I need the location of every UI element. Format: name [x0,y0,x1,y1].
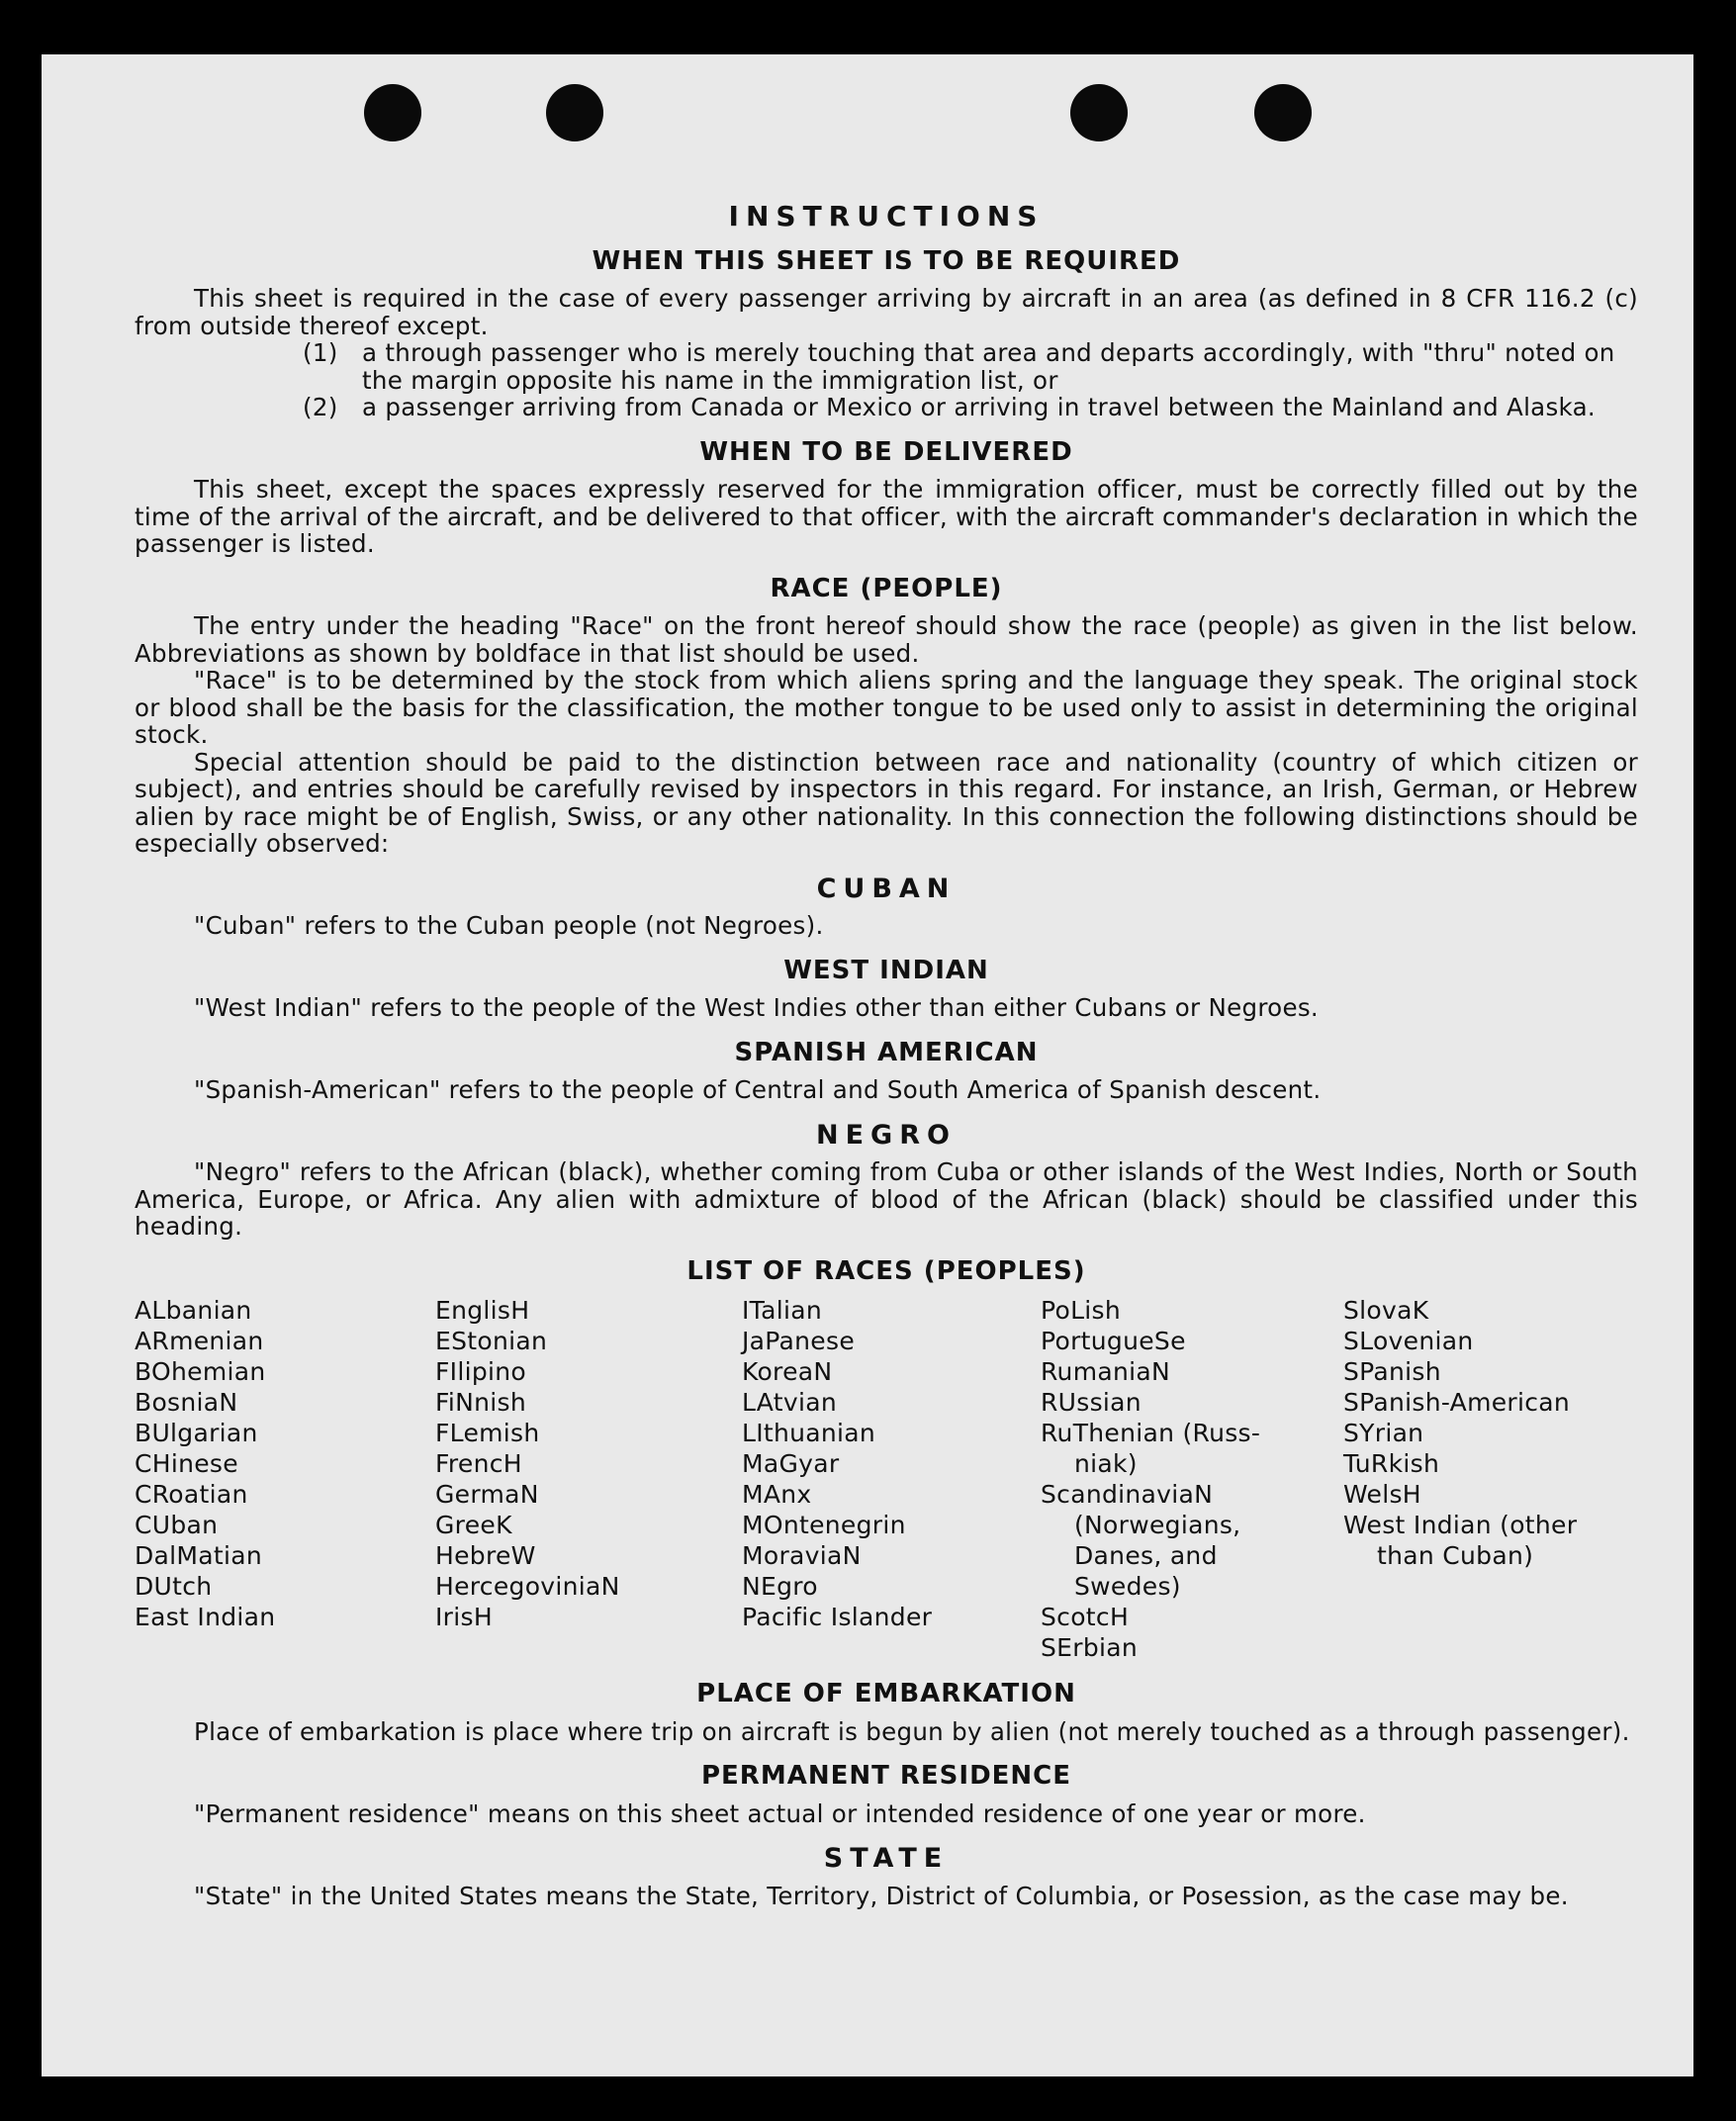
race-entry: WelsH [1343,1480,1421,1509]
race-entry: IrisH [435,1603,493,1631]
race-entry-continued: Danes, and [1074,1541,1218,1570]
race-entry: LAtvian [742,1388,837,1417]
race-entry: FIlipino [435,1357,526,1386]
section-heading-spanish-american: SPANISH AMERICAN [734,1037,1039,1067]
section-heading-list-of-races: LIST OF RACES (PEOPLES) [686,1255,1086,1286]
instructions-body [135,200,1638,1910]
races-column-4 [1041,1295,1343,1663]
race-entry: BOhemian [135,1357,266,1386]
race-entry: ITalian [742,1296,822,1325]
section-heading-west-indian: WEST INDIAN [783,955,989,985]
when-delivered-text: This sheet, except the spaces expressly reserved for the immigration officer, must be correctly filled out by the time of the arrival of the aircraft, and be delivered to that officer, with the aircraft commander's declaration in which the passenger is listed. [135,475,1638,558]
race-entry: SLovenian [1343,1327,1474,1355]
race-entry: ScandinaviaN [1041,1480,1214,1509]
section-heading-when-delivered: WHEN TO BE DELIVERED [699,436,1073,467]
race-paragraph-3: Special attention should be paid to the distinction between race and nationality (country of which citizen or subject), and entries should be carefully revised by inspectors in this regard. For instance, an Irish, German, or Hebrew alien by race might be of English, Swiss, or any other nationality. In this connection the following distinctions should be especially observed: [135,747,1638,858]
race-entry: SYrian [1343,1419,1424,1447]
races-column-2 [435,1295,742,1663]
west-indian-text: "West Indian" refers to the people of the West Indies other than either Cubans or Negroes. [194,993,1319,1022]
race-entry-continued: niak) [1074,1449,1138,1478]
section-heading-negro: NEGRO [816,1119,957,1151]
race-entry: HebreW [435,1541,536,1570]
residence-text: "Permanent residence" means on this sheet actual or intended residence of one year or more. [194,1798,1366,1828]
race-entry: DalMatian [135,1541,263,1570]
race-entry: CHinese [135,1449,238,1478]
race-entry: BUlgarian [135,1419,258,1447]
race-entry: West Indian (other [1343,1511,1578,1539]
embarkation-text: Place of embarkation is place where trip on aircraft is begun by alien (not merely touched as a through passenger). [194,1716,1630,1746]
race-entry-continued: (Norwegians, [1074,1511,1241,1539]
race-entry: EnglisH [435,1296,530,1325]
race-entry: MoraviaN [742,1541,862,1570]
race-entry: KoreaN [742,1357,833,1386]
race-entry: PortugueSe [1041,1327,1186,1355]
race-entry: LIthuanian [742,1419,876,1447]
section-heading-state: STATE [823,1843,950,1874]
race-entry: MaGyar [742,1449,840,1478]
race-entry: ScotcH [1041,1603,1130,1631]
race-entry: DUtch [135,1572,213,1601]
race-entry: CRoatian [135,1480,248,1509]
document-sheet [42,54,1693,2076]
race-entry: ALbanian [135,1296,252,1325]
race-entry: SlovaK [1343,1296,1429,1325]
race-entry: SPanish [1343,1357,1441,1386]
race-entry: PoLish [1041,1296,1122,1325]
race-entry: MAnx [742,1480,812,1509]
race-paragraph-2: "Race" is to be determined by the stock from which aliens spring and the language they speak. The original stock or blood shall be the basis for the classification, the mother tongue to be used only to assist in determining the original stock. [135,666,1638,749]
race-entry: SPanish-American [1343,1388,1571,1417]
race-entry: CUban [135,1511,219,1539]
race-entry: FrencH [435,1449,522,1478]
punch-hole [1070,84,1128,141]
race-entry: ARmenian [135,1327,264,1355]
negro-text: "Negro" refers to the African (black), whether coming from Cuba or other islands of the West Indies, North or South America, Europe, or Africa. Any alien with admixture of blood of the African (black) should be classified under this heading. [135,1157,1638,1241]
section-heading-cuban: CUBAN [816,873,957,904]
punch-hole [1254,84,1312,141]
exception-number: (2) [303,393,338,421]
race-entry: GreeK [435,1511,512,1539]
race-paragraph-1: The entry under the heading "Race" on the front hereof should show the race (people) as given in the list below. Abbreviations as shown by boldface in that list should be used. [135,611,1638,668]
races-list [135,1295,1638,1663]
race-entry: NEgro [742,1572,818,1601]
punch-hole [546,84,603,141]
race-entry: EStonian [435,1327,548,1355]
spanish-american-text: "Spanish-American" refers to the people of Central and South America of Spanish descent. [194,1075,1322,1104]
race-entry: BosniaN [135,1388,238,1417]
race-entry: MOntenegrin [742,1511,906,1539]
punch-hole [364,84,421,141]
state-text: "State" in the United States means the State, Territory, District of Columbia, or Posession, as the case may be. [194,1881,1569,1910]
race-entry: Pacific Islander [742,1603,933,1631]
race-entry-continued: Swedes) [1074,1572,1181,1601]
races-column-3 [742,1295,1041,1663]
race-entry: RumaniaN [1041,1357,1170,1386]
exception-item [303,394,1638,421]
race-entry-continued: than Cuban) [1377,1541,1534,1570]
races-column-1 [135,1295,435,1663]
race-entry: East Indian [135,1603,276,1631]
race-entry: RUssian [1041,1388,1142,1417]
section-heading-race: RACE (PEOPLE) [770,573,1003,603]
race-entry: TuRkish [1343,1449,1440,1478]
page-title: INSTRUCTIONS [728,200,1045,232]
exception-number: (1) [303,338,338,367]
race-entry: RuThenian (Russ- [1041,1419,1261,1447]
cuban-text: "Cuban" refers to the Cuban people (not Negroes). [194,911,824,940]
race-entry: FLemish [435,1419,540,1447]
race-entry: JaPanese [742,1327,855,1355]
exception-text: a passenger arriving from Canada or Mexico or arriving in travel between the Mainland and Alaska. [362,393,1597,421]
race-entry: FiNnish [435,1388,526,1417]
race-entry: HercegoviniaN [435,1572,620,1601]
section-heading-residence: PERMANENT RESIDENCE [700,1761,1072,1791]
race-entry: SErbian [1041,1633,1139,1662]
exceptions-list [303,339,1638,421]
when-required-text: This sheet is required in the case of every passenger arriving by aircraft in an area (as defined in 8 CFR 116.2 (c) from outside thereof except. [135,284,1638,340]
exception-text: a through passenger who is merely touching that area and departs accordingly, with "thru" noted on the margin opposite his name in the immigration list, or [362,338,1615,395]
exception-item [303,339,1638,394]
races-column-5 [1343,1295,1640,1663]
section-heading-embarkation: PLACE OF EMBARKATION [696,1679,1076,1708]
race-entry: GermaN [435,1480,539,1509]
section-heading-when-required: WHEN THIS SHEET IS TO BE REQUIRED [592,245,1181,276]
